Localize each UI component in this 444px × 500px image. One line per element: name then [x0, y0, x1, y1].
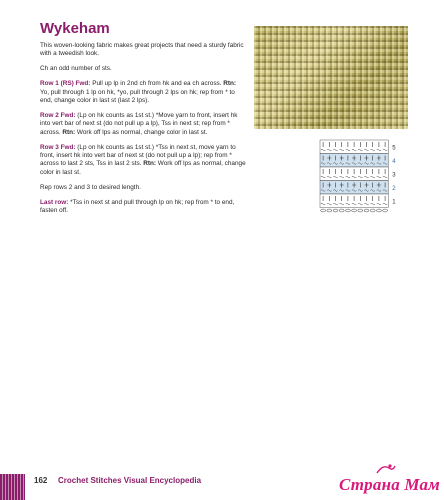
chain-note: Ch an odd number of sts. — [40, 65, 112, 73]
chart-row-label: 2 — [392, 185, 396, 192]
return-label: Rtn: — [223, 80, 237, 88]
stitch-chart — [318, 137, 408, 221]
return-label: Rtn: — [143, 160, 157, 168]
chart-row — [320, 194, 388, 208]
row-text: (Lp on hk counts as 1st st.) *Move yarn to front, insert hk into vert bar of next st (do not pull up a lp), Tss in next st; rep from * across. — [40, 111, 238, 136]
chain-stitch — [364, 209, 369, 212]
chain-stitch — [352, 209, 357, 212]
chain-stitch — [370, 209, 375, 212]
row-label: Row 2 Fwd: — [40, 111, 76, 119]
chart-row-label: 4 — [392, 158, 396, 165]
footer-accent-bar — [0, 474, 25, 500]
chart-row — [320, 167, 388, 181]
chain-stitch — [377, 209, 382, 212]
chain-stitch — [327, 209, 332, 212]
chain-stitch — [333, 209, 338, 212]
row-1-instruction — [40, 80, 246, 105]
row-text: Pull up lp in 2nd ch from hk and ea ch across. — [90, 80, 224, 88]
row-text: Yo, pull through 1 lp on hk, *yo, pull through 2 lps on hk; rep from * to end, change color in last st (last 2 lps). — [40, 88, 235, 105]
chain-stitch — [339, 209, 344, 212]
chain-stitch — [346, 209, 351, 212]
row-label: Row 1 (RS) Fwd: — [40, 80, 91, 88]
row-label: Row 3 Fwd: — [40, 143, 76, 151]
chain-stitch — [321, 209, 326, 212]
watermark-logo: Страна Мам — [338, 475, 440, 494]
page-number: 162 — [34, 476, 48, 485]
chart-row — [320, 154, 388, 168]
watermark-ornament-icon — [375, 463, 397, 475]
repeat-note: Rep rows 2 and 3 to desired length. — [40, 183, 141, 191]
page-title: Wykeham — [40, 20, 110, 37]
fabric-swatch-photo — [254, 26, 408, 129]
chart-row — [320, 140, 388, 154]
chain-stitch — [383, 209, 388, 212]
return-label: Rtn: — [62, 128, 76, 136]
row-text: Work off lps as normal, change color in last st. — [75, 128, 208, 136]
last-row-instruction — [40, 199, 246, 216]
row-text: (Lp on hk counts as 1st st.) *Tss in next st, move yarn to front, insert hk into vert bar of next st (do not pull up a lp); rep from * across to last 2 sts, Tss in last 2 sts. — [40, 143, 236, 168]
row-text: Work off lps as normal, change color in last st. — [40, 160, 246, 176]
chart-row — [320, 181, 388, 195]
instructions — [40, 42, 246, 222]
row-label: Last row: — [40, 198, 69, 206]
chain-stitch — [358, 209, 363, 212]
chart-row-label: 1 — [392, 199, 396, 206]
row-2-instruction — [40, 112, 246, 137]
intro-text: This woven-looking fabric makes great projects that need a sturdy fabric with a tweedish look. — [40, 42, 244, 58]
chart-row-label: 5 — [392, 145, 396, 152]
row-3-instruction — [40, 144, 246, 178]
chart-row-label: 3 — [392, 172, 396, 179]
row-text: *Tss in next st and pull through lp on hk; rep from * to end, fasten off. — [40, 198, 235, 215]
book-title: Crochet Stitches Visual Encyclopedia — [58, 476, 202, 485]
